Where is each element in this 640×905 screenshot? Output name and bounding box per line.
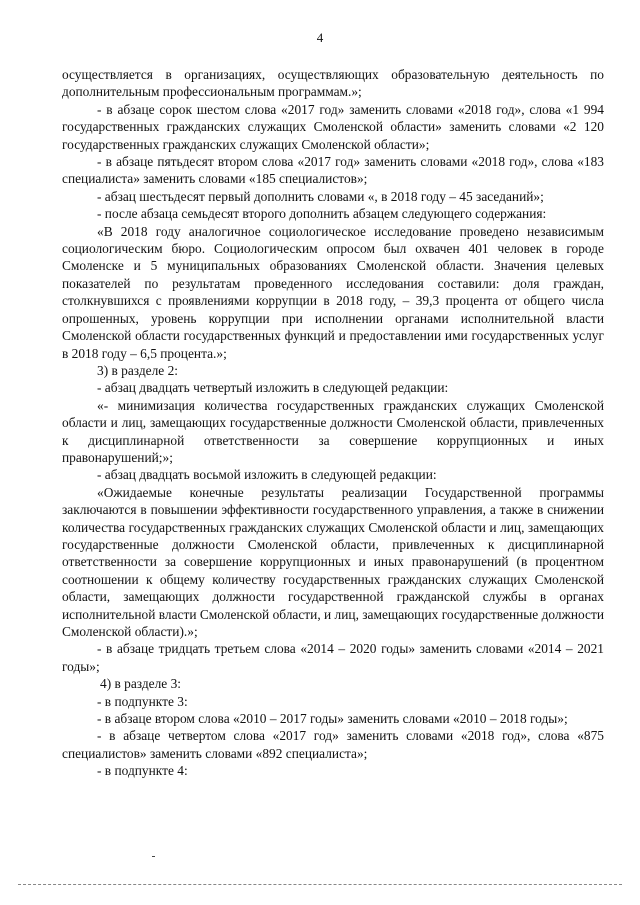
- paragraph-15: - в абзаце втором слова «2010 – 2017 годы» заменить словами «2010 – 2018 годы»;: [97, 711, 568, 727]
- paragraph-9: «- минимизация количества государственных гражданских служащих Смоленской области и лиц, замещающих государственные должности Смоленской области, привлеченных к дисциплинарной ответственности за совершение коррупционных и иных правонарушений;»;: [62, 397, 604, 465]
- paragraph-12: - в абзаце тридцать третьем слова «2014 – 2020 годы» заменить словами «2014 – 2021 годы»;: [62, 641, 604, 674]
- paragraph-8: - абзац двадцать четвертый изложить в следующей редакции:: [97, 380, 449, 396]
- paragraph-4: - абзац шестьдесят первый дополнить словами «, в 2018 году – 45 заседаний»;: [97, 188, 544, 204]
- paragraph-11: «Ожидаемые конечные результаты реализации Государственной программы заключаются в повышении эффективности государственного управления, а также в снижении количества государственных гражданских служащих Смоленской области и лиц, замещающих государственные должности Смоленской области, привлеченных к дисциплинарной ответственности за совершение коррупционных и иных правонарушений (в процентном соотношении к общему количеству государственных гражданских служащих Смоленской области, замещающих должности государственной гражданской службы в органах исполнительной власти Смоленской области, и лиц, замещающих государственные должности Смоленской области).»;: [62, 484, 604, 639]
- paragraph-6: «В 2018 году аналогичное социологическое исследование проведено независимым социологическим бюро. Социологическим опросом был охвачен 401 человек в городе Смоленске и 5 муниципальных образованиях Смоленской области. Значения целевых показателей по результатам проведенного исследования составили: доля граждан, столкнувшихся с проявлениями коррупции в 2018 году, – 39,3 процента от общего числа опрошенных, уровень коррупции при исполнении органами исполнительной власти Смоленской области государственных функций и предоставлении ими государственных услуг в 2018 году – 6,5 процента.»;: [62, 223, 604, 361]
- paragraph-7: 3) в разделе 2:: [97, 362, 179, 378]
- paragraph-14: - в подпункте 3:: [97, 693, 188, 709]
- paragraph-13: 4) в разделе 3:: [100, 676, 182, 692]
- paragraph-1: осуществляется в организациях, осуществляющих образовательную деятельность по дополнительным профессиональным программам.»;: [62, 67, 604, 100]
- scan-artifact-line: [18, 884, 622, 885]
- document-body: [62, 66, 604, 780]
- paragraph-16: - в абзаце четвертом слова «2017 год» заменить словами «2018 год», слова «875 специалистов» заменить словами «892 специалиста»;: [62, 728, 604, 761]
- paragraph-2: - в абзаце сорок шестом слова «2017 год» заменить словами «2018 год», слова «1 994 государственных гражданских служащих Смоленской области» заменить словами «2 120 государственных гражданских служащих Смоленской области»;: [62, 101, 604, 152]
- paragraph-10: - абзац двадцать восьмой изложить в следующей редакции:: [97, 467, 437, 483]
- scan-artifact-dot: [152, 856, 155, 857]
- paragraph-17: - в подпункте 4:: [97, 763, 188, 779]
- paragraph-5: - после абзаца семьдесят второго дополнить абзацем следующего содержания:: [97, 206, 547, 222]
- page-number: 4: [316, 30, 324, 45]
- paragraph-3: - в абзаце пятьдесят втором слова «2017 год» заменить словами «2018 год», слова «183 специалиста» заменить словами «185 специалистов»;: [62, 154, 604, 187]
